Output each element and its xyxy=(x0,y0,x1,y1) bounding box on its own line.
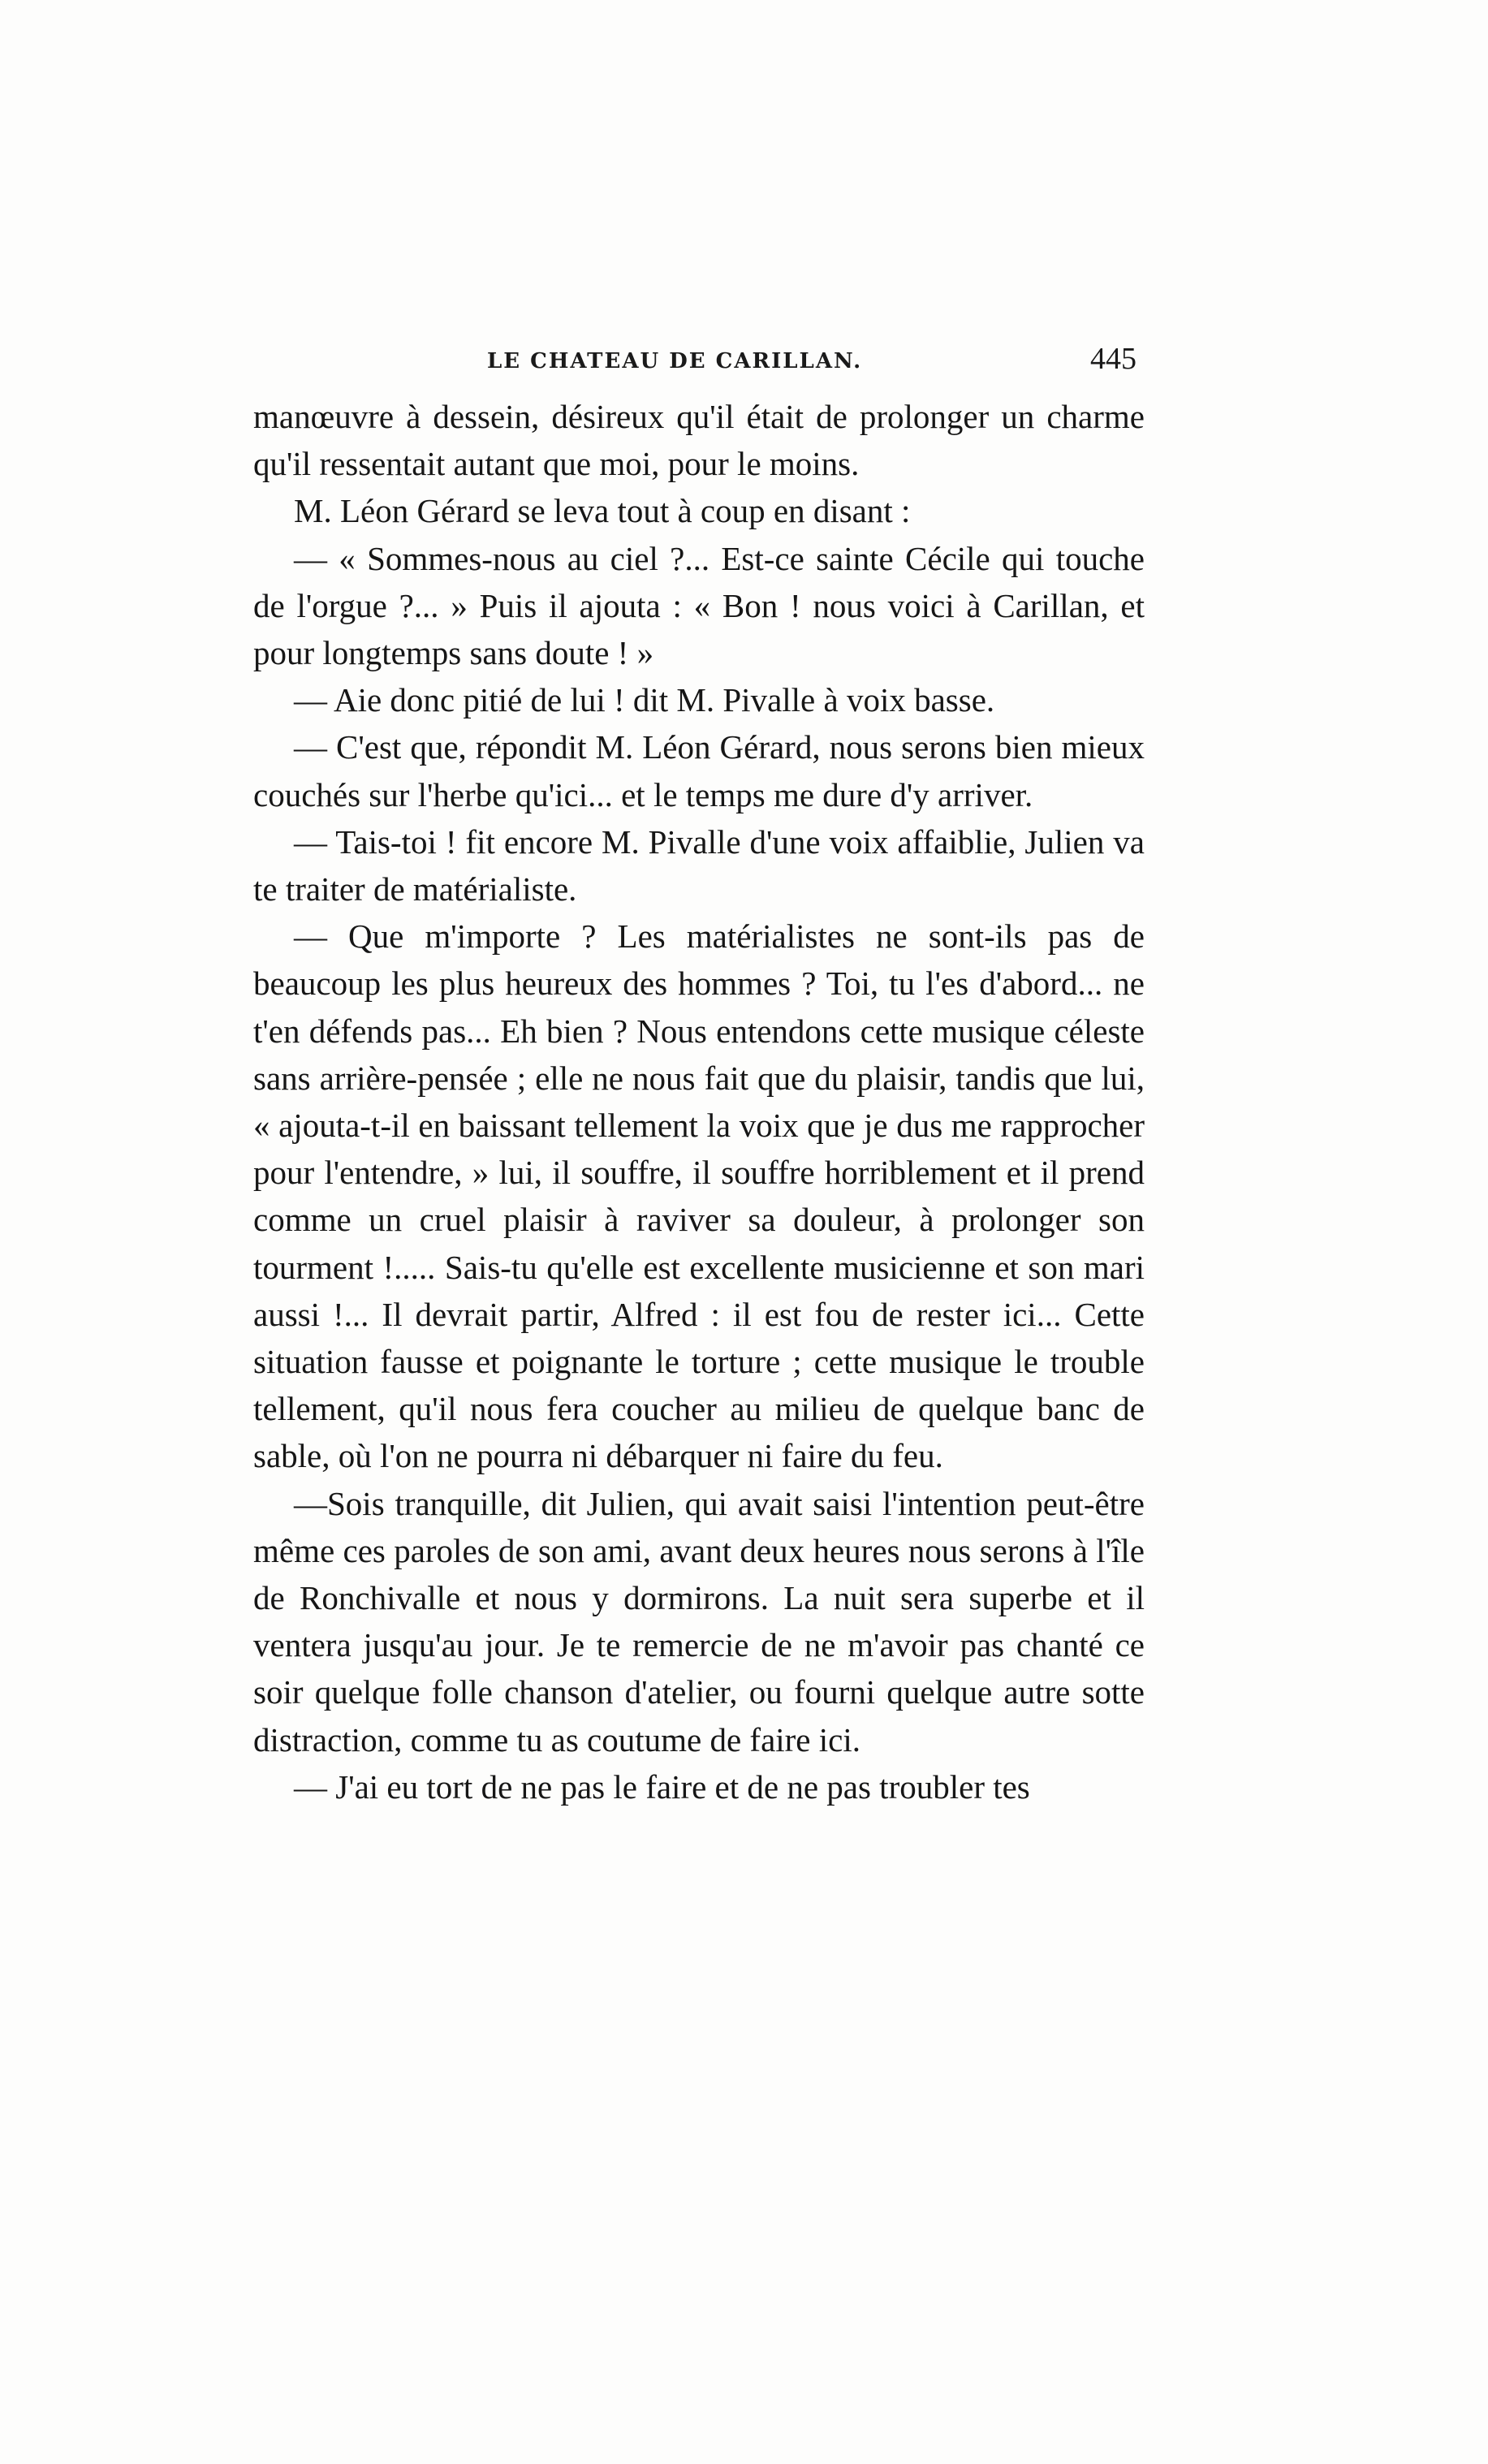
paragraph: — « Sommes-nous au ciel ?... Est-ce sainte Cécile qui touche de l'orgue ?... » Puis il ajouta : « Bon ! nous voici à Carillan, et pour longtemps sans doute ! » xyxy=(253,539,1145,672)
paragraph: M. Léon Gérard se leva tout à coup en disant : xyxy=(294,492,911,530)
page-number: 445 xyxy=(1090,342,1136,376)
paragraph: manœuvre à dessein, désireux qu'il était de prolonger un charme qu'il ressentait autant que moi, pour le moins. xyxy=(253,398,1145,483)
paragraph: — C'est que, répondit M. Léon Gérard, nous serons bien mieux couchés sur l'herbe qu'ici... et le temps me dure d'y arriver. xyxy=(253,728,1145,813)
paragraph: — Aie donc pitié de lui ! dit M. Pivalle à voix basse. xyxy=(294,681,995,719)
paragraph: — Que m'importe ? Les matérialistes ne sont-ils pas de beaucoup les plus heureux des hommes ? Toi, tu l'es d'abord... ne t'en défends pas... Eh bien ? Nous entendons cette musique céleste sans arrière-pensée ; elle ne nous fait que du plaisir, tandis que lui, « ajouta-t-il en baissant tellement la voix que je dus me rapprocher pour l'entendre, » lui, il souffre, il souffre horriblement et il prend comme un cruel plaisir à raviver sa douleur, à prolonger son tourment !..... Sais-tu qu'elle est excellente musicienne et son mari aussi !... Il devrait partir, Alfred : il est fou de rester ici... Cette situation fausse et poignante le torture ; cette musique le trouble tellement, qu'il nous fera coucher au milieu de quelque banc de sable, où l'on ne pourra ni débarquer ni faire du feu. xyxy=(253,917,1145,1475)
running-title: LE CHATEAU DE CARILLAN. xyxy=(487,349,863,373)
paragraph: — Tais-toi ! fit encore M. Pivalle d'une voix affaiblie, Julien va te traiter de matérialiste. xyxy=(253,822,1145,908)
paragraph: — J'ai eu tort de ne pas le faire et de ne pas troubler tes xyxy=(294,1767,1030,1806)
paragraph: —Sois tranquille, dit Julien, qui avait saisi l'intention peut-être même ces paroles de son ami, avant deux heures nous serons à l'île de Ronchivalle et nous y dormirons. La nuit sera superbe et il ventera jusqu'au jour. Je te remercie de ne m'avoir pas chanté ce soir quelque folle chanson d'atelier, ou fourni quelque autre sotte distraction, comme tu as coutume de faire ici. xyxy=(253,1484,1145,1758)
body-text xyxy=(253,393,1145,1810)
page-header xyxy=(260,341,1145,390)
